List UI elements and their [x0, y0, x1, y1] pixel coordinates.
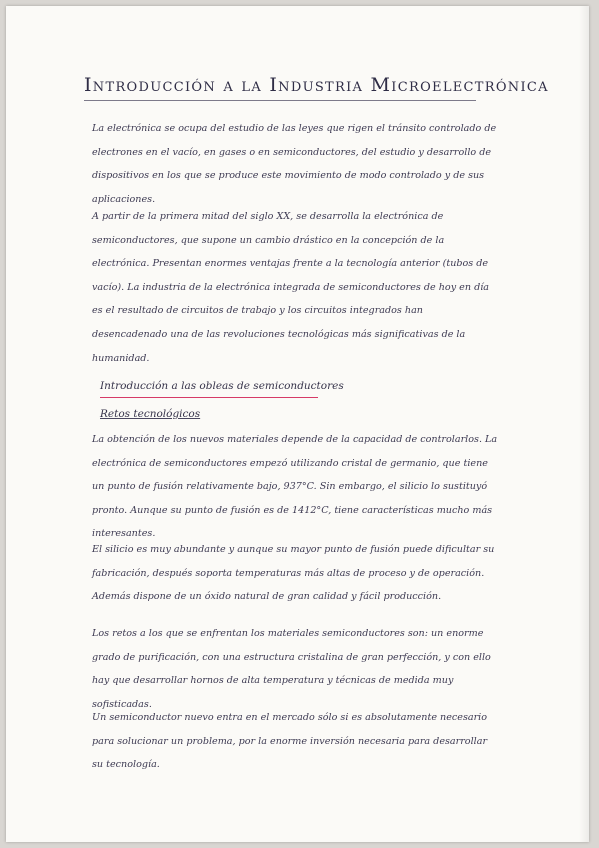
subsection-heading: Retos tecnológicos — [100, 408, 201, 420]
intro-paragraph-2: A partir de la primera mitad del siglo XX, se desarrolla la electrónica de semiconductores, que supone un cambio drástico en la concepción de la electrónica. Presentan enormes ventajas frente a la tecnología anterior (tubos de vacío). La industria de la electrónica integrada de semiconductores de hoy en día es el resultado de circuitos de trabajo y los circuitos integrados han desencadenado una de las revoluciones tecnológicas más significativas de la humanidad. — [92, 211, 490, 364]
body-paragraph-4: Un semiconductor nuevo entra en el mercado sólo si es absolutamente necesario para solucionar un problema, por la enorme inversión necesaria para desarrollar su tecnología. — [92, 712, 488, 771]
page-title: Introducción a la Industria Microelectrónica — [84, 74, 549, 96]
section-heading-underline — [100, 397, 318, 398]
body-paragraph-3: Los retos a los que se enfrentan los materiales semiconductores son: un enorme grado de purificación, con una estructura cristalina de gran perfección, y con ello hay que desarrollar hornos de alta temperatura y técnicas de medida muy sofisticadas. — [92, 628, 491, 710]
body-paragraph-1: La obtención de los nuevos materiales depende de la capacidad de controlarlos. La electrónica de semiconductores empezó utilizando cristal de germanio, que tiene un punto de fusión relativamente bajo, 937°C. Sin embargo, el silicio lo sustituyó pronto. Aunque su punto de fusión es de 1412°C, tiene características mucho más interesantes. — [92, 434, 498, 540]
section-heading: Introducción a las obleas de semiconductores — [100, 380, 344, 392]
body-paragraph-2: El silicio es muy abundante y aunque su mayor punto de fusión puede dificultar su fabricación, después soporta temperaturas más altas de proceso y de operación. Además dispone de un óxido natural de gran calidad y fácil producción. — [92, 544, 495, 603]
page-edge-shadow — [579, 6, 589, 842]
title-underline — [84, 100, 476, 101]
intro-paragraph-1: La electrónica se ocupa del estudio de las leyes que rigen el tránsito controlado de electrones en el vacío, en gases o en semiconductores, del estudio y desarrollo de dispositivos en los que se produce este movimiento de modo controlado y de sus aplicaciones. — [92, 123, 497, 205]
